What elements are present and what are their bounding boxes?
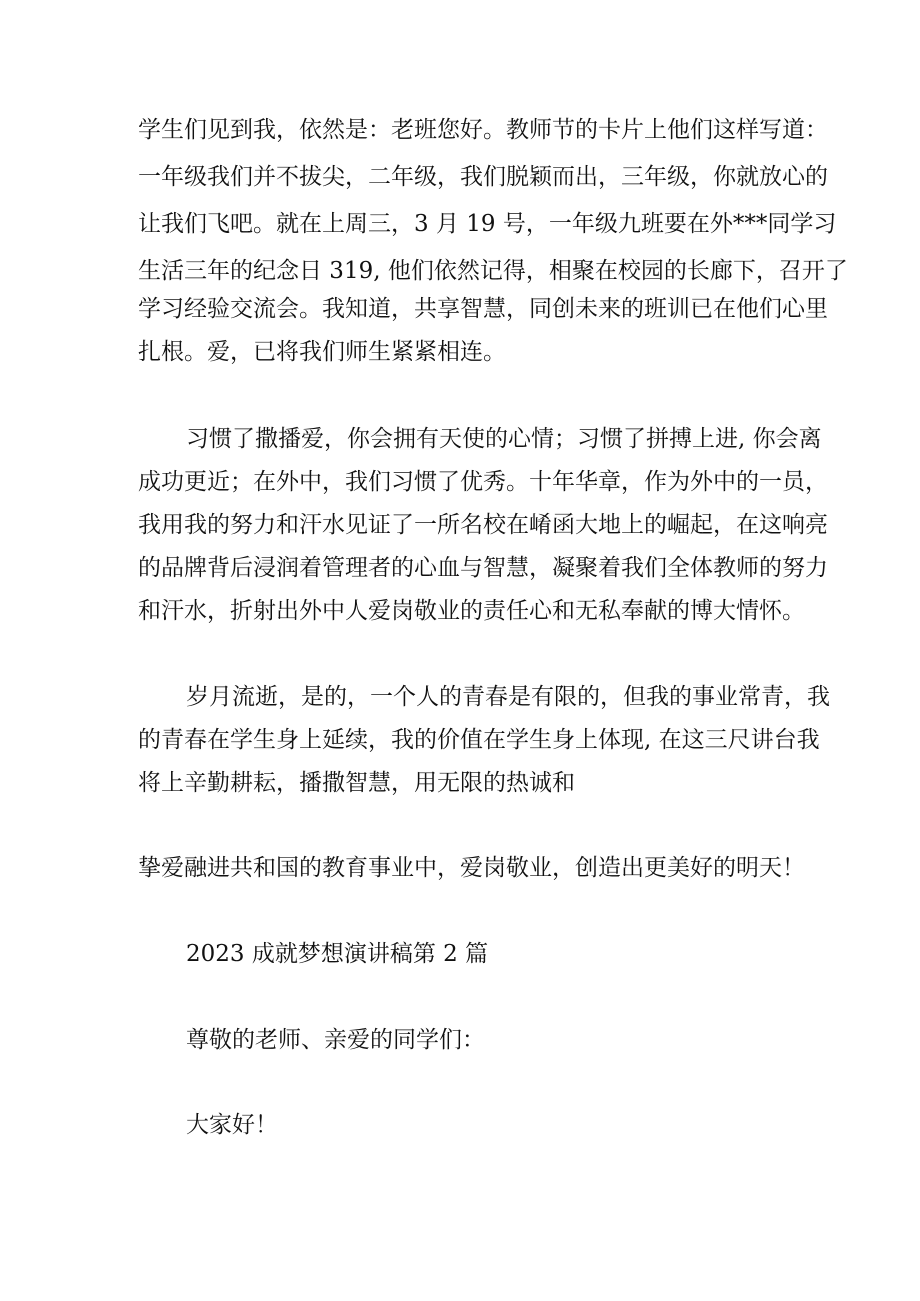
paragraph-1-line-2: 一年级我们并不拔尖，二年级，我们脱颖而出，三年级，你就放心的 [138, 164, 828, 190]
section-heading: 2023 成就梦想演讲稿第 2 篇 [186, 941, 489, 967]
paragraph-3-line-2: 的青春在学生身上延续，我的价值在学生身上体现, 在这三尺讲台我 [138, 727, 820, 753]
paragraph-1-line-6: 扎根。爱，已将我们师生紧紧相连。 [138, 339, 506, 365]
salutation: 尊敬的老师、亲爱的同学们： [186, 1027, 485, 1053]
paragraph-3-line-3: 将上辛勤耕耘，播撒智慧，用无限的热诚和 [138, 770, 575, 796]
paragraph-1-line-1: 学生们见到我，依然是：老班您好。教师节的卡片上他们这样写道： [138, 117, 828, 143]
paragraph-2-line-1: 习惯了撒播爱，你会拥有天使的心情；习惯了拼搏上进, 你会离 [186, 426, 822, 452]
paragraph-1-line-4: 生活三年的纪念日 319, 他们依然记得，相聚在校园的长廊下，召开了 [138, 258, 848, 284]
paragraph-2-line-3: 我用我的努力和汗水见证了一所名校在崤函大地上的崛起，在这响亮 [138, 512, 828, 538]
paragraph-2-line-2: 成功更近；在外中，我们习惯了优秀。十年华章，作为外中的一员， [138, 469, 828, 495]
paragraph-2-line-5: 和汗水，折射出外中人爱岗敬业的责任心和无私奉献的博大情怀。 [138, 598, 805, 624]
paragraph-3-line-1: 岁月流逝，是的，一个人的青春是有限的，但我的事业常青，我 [186, 684, 830, 710]
paragraph-4: 挚爱融进共和国的教育事业中，爱岗敬业，创造出更美好的明天！ [138, 855, 805, 881]
paragraph-1-line-5: 学习经验交流会。我知道，共享智慧，同创未来的班训已在他们心里 [138, 296, 828, 322]
paragraph-2-line-4: 的品牌背后浸润着管理者的心血与智慧，凝聚着我们全体教师的努力 [138, 555, 828, 581]
paragraph-1-line-3: 让我们飞吧。就在上周三，3 月 19 号，一年级九班要在外***同学习 [138, 211, 837, 237]
greeting: 大家好！ [186, 1112, 278, 1138]
